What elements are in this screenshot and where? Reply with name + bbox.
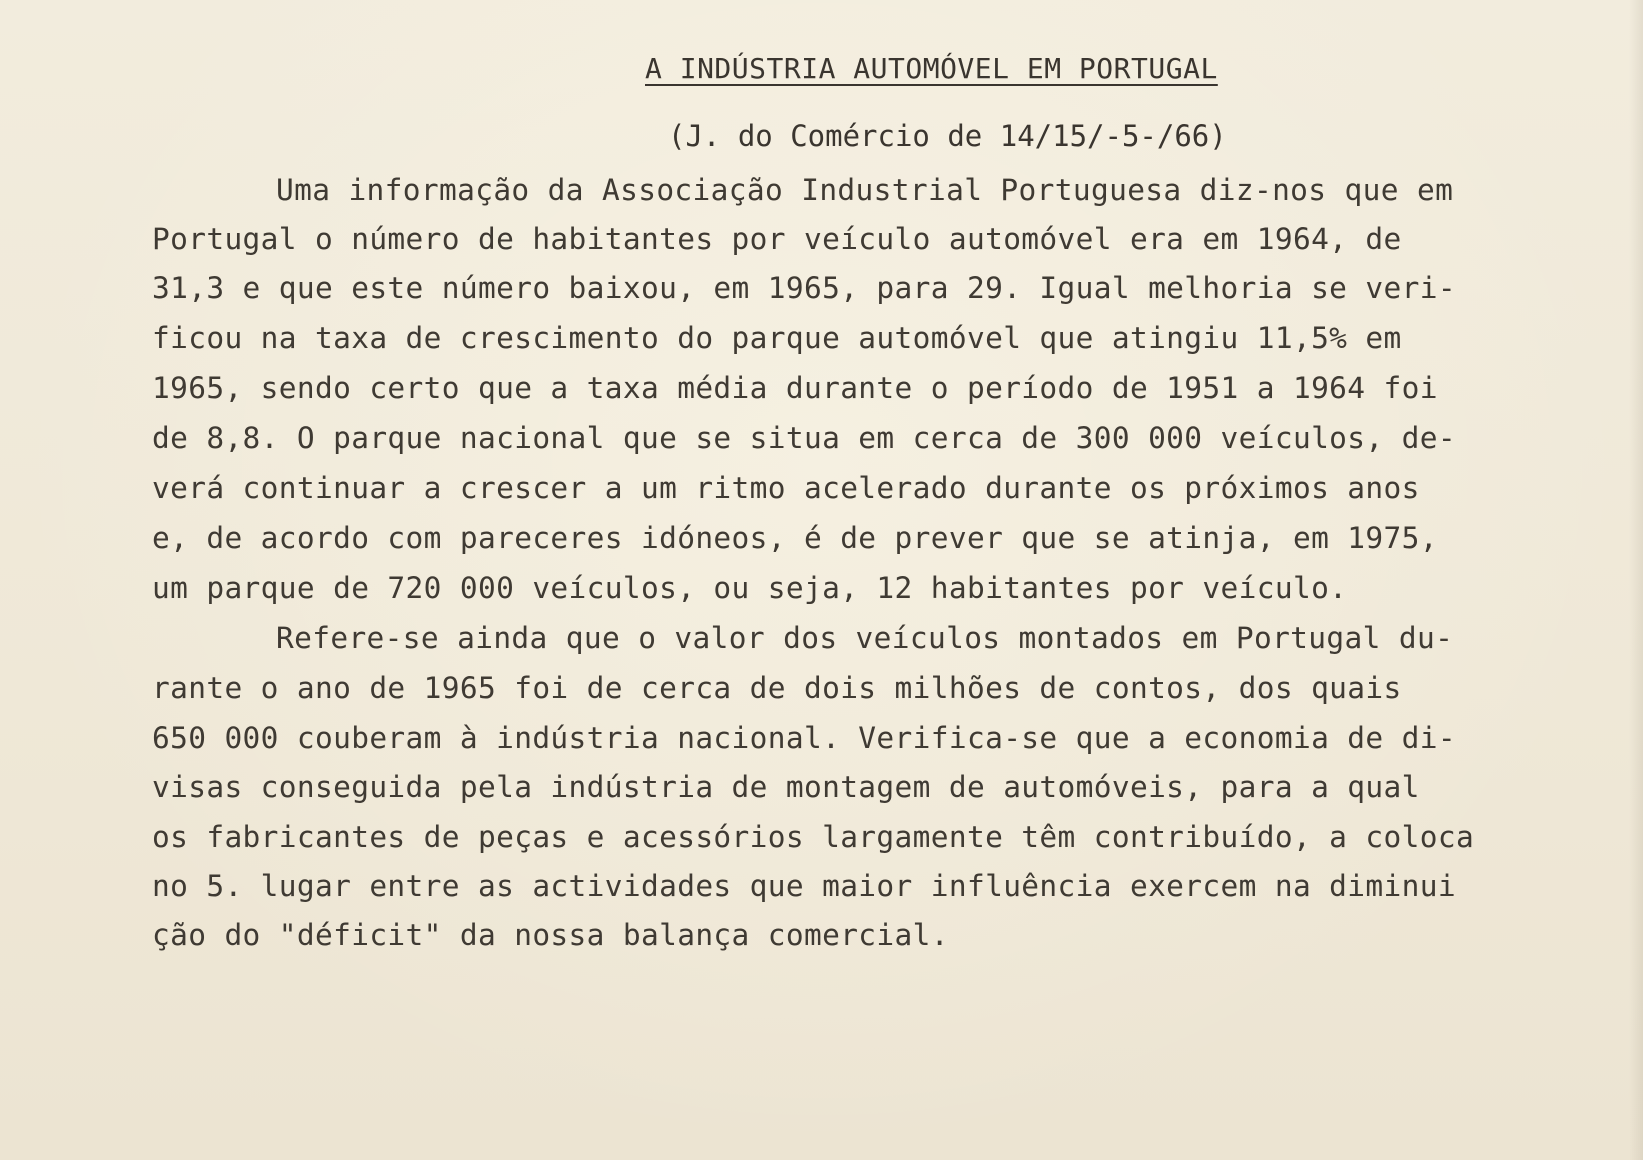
paragraph-2-line-6: no 5. lugar entre as actividades que maior influência exercem na diminui xyxy=(152,869,1456,903)
paragraph-1-line-1: Uma informação da Associação Industrial Portuguesa diz-nos que em xyxy=(276,173,1454,207)
paragraph-1-line-9: um parque de 720 000 veículos, ou seja, 12 habitantes por veículo. xyxy=(152,571,1348,605)
paragraph-2-line-7: ção do "déficit" da nossa balança comercial. xyxy=(152,918,949,952)
document-title: A INDÚSTRIA AUTOMÓVEL EM PORTUGAL xyxy=(645,52,1218,85)
paragraph-1-line-5: 1965, sendo certo que a taxa média durante o período de 1951 a 1964 foi xyxy=(152,371,1438,405)
paragraph-1-line-8: e, de acordo com pareceres idóneos, é de prever que se atinja, em 1975, xyxy=(152,521,1438,555)
paragraph-2-line-3: 650 000 couberam à indústria nacional. Verifica-se que a economia de di- xyxy=(152,721,1456,755)
paragraph-2-line-4: visas conseguida pela indústria de montagem de automóveis, para a qual xyxy=(152,770,1420,804)
paragraph-1-line-6: de 8,8. O parque nacional que se situa em cerca de 300 000 veículos, de- xyxy=(152,421,1456,455)
page-edge-shadow xyxy=(1629,0,1643,1160)
paragraph-1-line-3: 31,3 e que este número baixou, em 1965, para 29. Igual melhoria se veri- xyxy=(152,271,1456,305)
paragraph-2-line-2: rante o ano de 1965 foi de cerca de dois milhões de contos, dos quais xyxy=(152,671,1402,705)
paragraph-1-line-7: verá continuar a crescer a um ritmo acelerado durante os próximos anos xyxy=(152,471,1420,505)
paragraph-2-line-5: os fabricantes de peças e acessórios largamente têm contribuído, a coloca xyxy=(152,820,1475,854)
paragraph-1-line-2: Portugal o número de habitantes por veículo automóvel era em 1964, de xyxy=(152,222,1402,256)
document-source: (J. do Comércio de 14/15/-5-/66) xyxy=(668,119,1227,153)
paragraph-1-line-4: ficou na taxa de crescimento do parque automóvel que atingiu 11,5% em xyxy=(152,321,1402,355)
paragraph-2-line-1: Refere-se ainda que o valor dos veículos montados em Portugal du- xyxy=(276,621,1454,655)
